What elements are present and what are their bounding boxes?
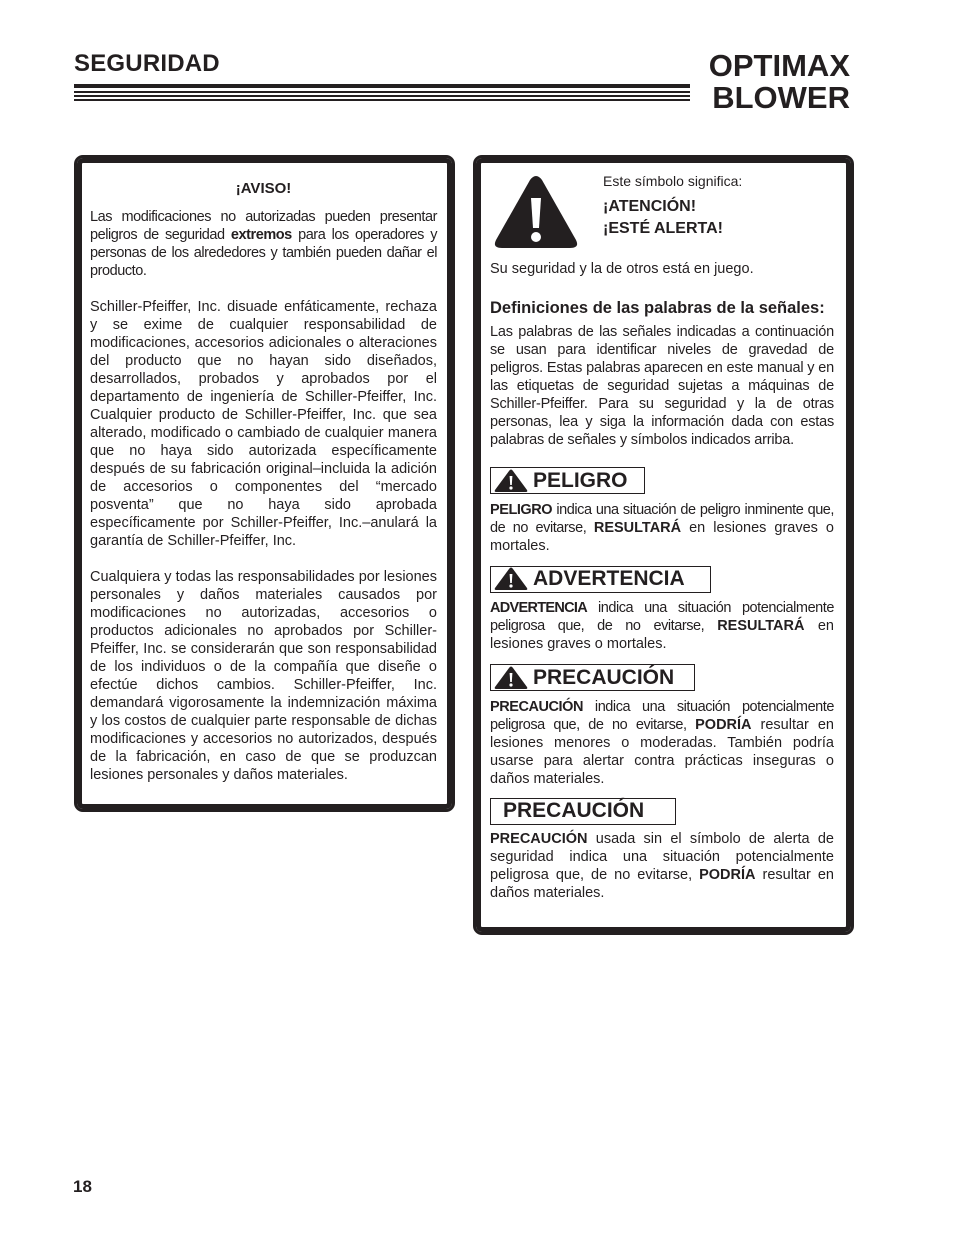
signal-word-danger: PELIGRO bbox=[533, 468, 628, 492]
signal-desc-danger-bold2: RESULTARÁ bbox=[593, 519, 682, 536]
warning-triangle-icon bbox=[493, 666, 529, 690]
product-title-line2: BLOWER bbox=[712, 80, 850, 115]
symbol-word-attention: ¡ATENCIÓN! bbox=[603, 198, 697, 215]
signal-desc-warning bbox=[490, 599, 834, 653]
definitions-title: Definiciones de las palabras de la señales: bbox=[490, 299, 825, 317]
signal-word-warning: ADVERTENCIA bbox=[533, 567, 685, 590]
safety-statement: Su seguridad y la de otros está en juego. bbox=[490, 261, 754, 277]
signal-word-caution: PRECAUCIÓN bbox=[533, 665, 675, 689]
signal-label-warning bbox=[490, 566, 711, 593]
safety-alert-triangle-icon bbox=[494, 174, 578, 252]
signal-desc-danger-a: indica una situación de peligro inminente que, de no evitarse, bbox=[490, 501, 834, 536]
notice-p1-text-b: para los operadores y personas de los alrededores y también pueden dañar el producto. bbox=[90, 227, 437, 279]
product-title-line1: OPTIMAX bbox=[708, 48, 850, 83]
signal-desc-danger-bold: PELIGRO bbox=[490, 501, 553, 518]
warning-triangle-icon bbox=[493, 567, 529, 591]
signal-desc-danger-b: en lesiones graves o mortales. bbox=[490, 519, 834, 554]
signal-desc-caution-ns-b: resultar en daños materiales. bbox=[490, 866, 834, 901]
page-number: 18 bbox=[73, 1177, 92, 1196]
signal-desc-warning-bold2: RESULTARÁ bbox=[717, 618, 805, 634]
notice-paragraph-1 bbox=[90, 208, 437, 280]
signal-desc-warning-bold: ADVERTENCIA bbox=[490, 600, 588, 616]
signal-desc-caution-ns-bold: PRECAUCIÓN bbox=[490, 830, 588, 847]
notice-paragraph-3: Cualquiera y todas las responsabilidades por lesiones personales y daños materiales causados por modificaciones no autorizadas, accesorios o productos adicionales no aprobados por Schiller-Pfeiffer, Inc. se considerarán que son responsabilidad de los individuos o de la compañía que diseñe o efectúe dichos cambios. Schiller-Pfeiffer, Inc. demandará vigorosamente la indemnización máxima y los costos de cualquier parte responsable de dichas modificaciones y accesorios no autorizados, después de la fabricación, en caso de que se produzcan lesiones personales y daños materiales. bbox=[90, 569, 437, 783]
notice-p1-text-a: Las modificaciones no autorizadas pueden presentar peligros de seguridad bbox=[90, 209, 437, 243]
signal-desc-danger bbox=[490, 501, 834, 555]
alert-symbol-row bbox=[490, 170, 834, 254]
signal-word-caution-no-symbol: PRECAUCIÓN bbox=[503, 799, 645, 822]
signal-desc-warning-a: indica una situación potencialmente peligrosa que, de no evitarse, bbox=[490, 600, 834, 634]
signal-label-danger bbox=[490, 467, 645, 494]
signal-desc-caution-a: indica una situación potencialmente peligrosa que, de no evitarse, bbox=[490, 698, 834, 733]
signal-desc-caution-ns-a: usada sin el símbolo de alerta de seguridad indica una situación potencialmente peligrosa que, de no evitarse, bbox=[490, 830, 834, 883]
symbol-word-alert: ¡ESTÉ ALERTA! bbox=[603, 220, 723, 237]
notice-box bbox=[90, 180, 437, 802]
signal-desc-warning-b: en lesiones graves o mortales. bbox=[490, 618, 834, 652]
header-rule bbox=[74, 84, 690, 103]
signal-label-caution bbox=[490, 664, 695, 691]
notice-title: ¡AVISO! bbox=[235, 180, 292, 197]
signal-desc-caution-b: resultar en lesiones menores o moderadas. También podría usarse para alertar contra prácticas inseguras o daños materiales. bbox=[490, 716, 834, 787]
signal-desc-caution-ns-bold2: PODRÍA bbox=[699, 866, 756, 883]
definitions-text: Las palabras de las señales indicadas a continuación se usan para identificar niveles de gravedad de peligros. Estas palabras aparecen en este manual y en las etiquetas de seguridad sujetas a máquinas de Schiller-Pfeiffer. Para su seguridad y la de otras personas, lea y siga la información dada con estas palabras de señales y símbolos indicados arriba. bbox=[490, 324, 834, 448]
signal-desc-caution-bold: PRECAUCIÓN bbox=[490, 698, 583, 715]
signal-desc-caution bbox=[490, 698, 834, 788]
warning-triangle-icon bbox=[493, 469, 529, 493]
signal-desc-caution-no-symbol bbox=[490, 830, 834, 902]
signal-desc-caution-bold2: PODRÍA bbox=[695, 716, 752, 733]
product-title bbox=[690, 50, 850, 114]
signal-label-caution-no-symbol bbox=[490, 798, 676, 825]
symbol-box bbox=[490, 170, 834, 902]
notice-paragraph-2: Schiller-Pfeiffer, Inc. disuade enfáticamente, rechaza y se exime de cualquier responsabilidad de modificaciones, accesorios adicionales o alteraciones del producto que no hayan sido diseñados, desarrollados, probados y aprobados por el departamento de ingeniería de Schiller-Pfeiffer, Inc. Cualquier producto de Schiller-Pfeiffer, Inc. que sea alterado, modificado o cambiado de cualquier manera que no haya sido autorizada específicamente después de su fabricación original–incluida la adición de accesorios o componentes del “mercado posventa” que no haya sido aprobada específicamente por Schiller-Pfeiffer, Inc.–anulará la garantía de Schiller-Pfeiffer, Inc. bbox=[90, 299, 437, 549]
notice-p1-bold: extremos bbox=[230, 227, 292, 243]
section-title: SEGURIDAD bbox=[74, 50, 220, 77]
symbol-caption: Este símbolo significa: bbox=[603, 173, 743, 189]
